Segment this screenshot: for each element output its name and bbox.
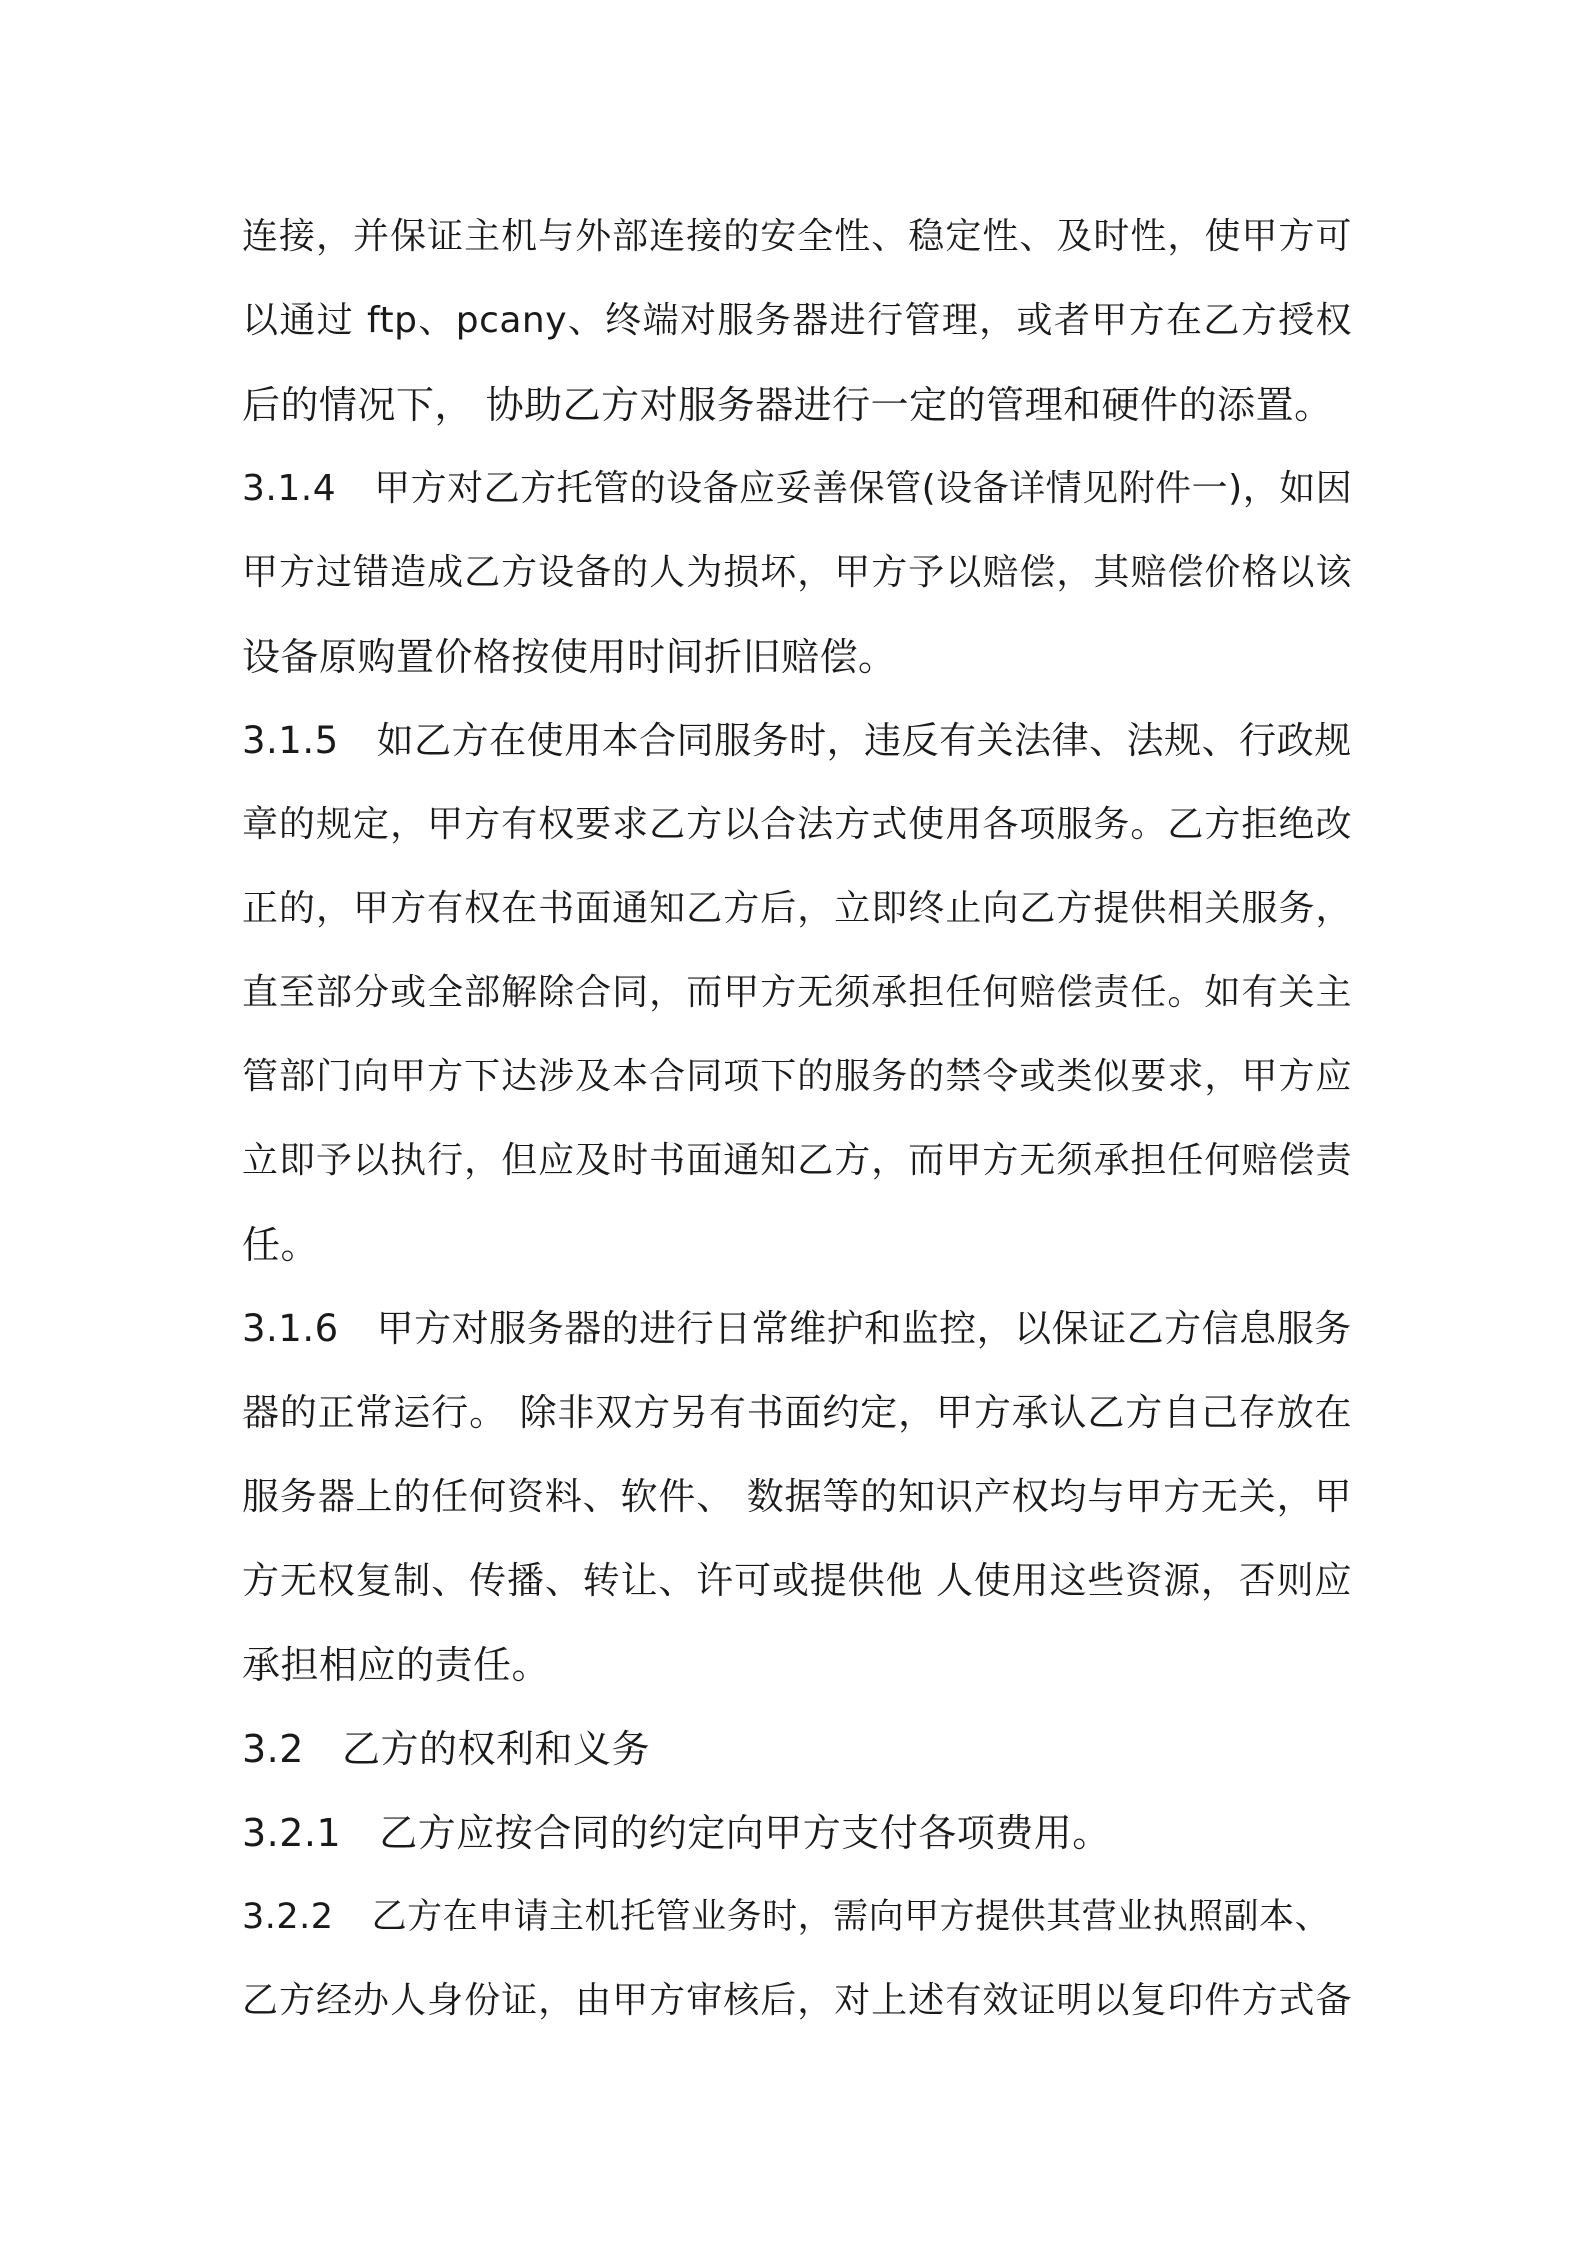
clause-3-1-4 [242, 447, 1352, 531]
clause-3-2-1 [242, 1791, 1352, 1875]
clause-number: 3.1.6 [242, 1307, 339, 1350]
section-heading-3-2 [242, 1707, 1352, 1791]
line-text: 器的正常运行。 除非双方另有书面约定，甲方承认乙方自己存放在 [242, 1391, 1352, 1434]
clause-3-1-5 [242, 699, 1352, 783]
line-text: 连接，并保证主机与外部连接的安全性、稳定性、及时性，使甲方可 [242, 216, 1352, 257]
paragraph-line [242, 279, 1352, 363]
line-text: 方无权复制、传播、转让、许可或提供他 人使用这些资源，否则应 [242, 1559, 1352, 1602]
paragraph-line [242, 867, 1352, 951]
line-text: 甲方对服务器的进行日常维护和监控，以保证乙方信息服务 [376, 1307, 1352, 1350]
line-text: 乙方经办人身份证，由甲方审核后，对上述有效证明以复印件方式备 [242, 1980, 1352, 2021]
line-text: 直至部分或全部解除合同，而甲方无须承担任何赔偿责任。如有关主 [242, 972, 1352, 1013]
line-text: 乙方在申请主机托管业务时，需向甲方提供其营业执照副本、 [371, 1897, 1331, 1937]
line-text: 承担相应的责任。 [242, 1643, 551, 1687]
line-text: 乙方应按合同的约定向甲方支付各项费用。 [379, 1811, 1111, 1855]
line-text: 后的情况下， 协助乙方对服务器进行一定的管理和硬件的添置。 [242, 383, 1333, 427]
paragraph-line [242, 1119, 1352, 1203]
clause-number: 3.1.4 [242, 468, 337, 509]
paragraph-line [242, 1203, 1352, 1287]
paragraph-line [242, 1959, 1352, 2043]
paragraph-line [242, 195, 1352, 279]
line-text: 甲方过错造成乙方设备的人为损坏，甲方予以赔偿，其赔偿价格以该 [242, 552, 1352, 593]
paragraph-line [242, 1035, 1352, 1119]
line-text: 正的，甲方有权在书面通知乙方后，立即终止向乙方提供相关服务， [242, 888, 1352, 929]
line-text: 设备原购置价格按使用时间折旧赔偿。 [242, 635, 897, 679]
paragraph-line [242, 1455, 1352, 1539]
line-text: 服务器上的任何资料、软件、 数据等的知识产权均与甲方无关，甲 [242, 1475, 1352, 1518]
line-text: 管部门向甲方下达涉及本合同项下的服务的禁令或类似要求，甲方应 [242, 1056, 1352, 1097]
line-text: 以通过 ftp、pcany、终端对服务器进行管理，或者甲方在乙方授权 [242, 300, 1352, 341]
paragraph-line [242, 951, 1352, 1035]
document-body [242, 195, 1352, 2043]
line-text: 立即予以执行，但应及时书面通知乙方，而甲方无须承担任何赔偿责 [242, 1140, 1352, 1181]
paragraph-line [242, 363, 1352, 447]
line-text: 任。 [242, 1223, 320, 1267]
paragraph-line [242, 1539, 1352, 1623]
paragraph-line [242, 783, 1352, 867]
clause-3-1-6 [242, 1287, 1352, 1371]
paragraph-line [242, 615, 1352, 699]
clause-number: 3.1.5 [242, 719, 339, 762]
clause-3-2-2 [242, 1875, 1352, 1959]
line-text: 甲方对乙方托管的设备应妥善保管(设备详情见附件一)，如因 [374, 468, 1353, 509]
paragraph-line [242, 1623, 1352, 1707]
section-number: 3.2 [242, 1727, 304, 1771]
clause-number: 3.2.1 [242, 1811, 342, 1855]
section-title: 乙方的权利和义务 [341, 1727, 650, 1771]
clause-number: 3.2.2 [242, 1897, 334, 1937]
line-text: 章的规定，甲方有权要求乙方以合法方式使用各项服务。乙方拒绝改 [242, 804, 1352, 845]
line-text: 如乙方在使用本合同服务时，违反有关法律、法规、行政规 [376, 719, 1352, 762]
paragraph-line [242, 1371, 1352, 1455]
paragraph-line [242, 531, 1352, 615]
